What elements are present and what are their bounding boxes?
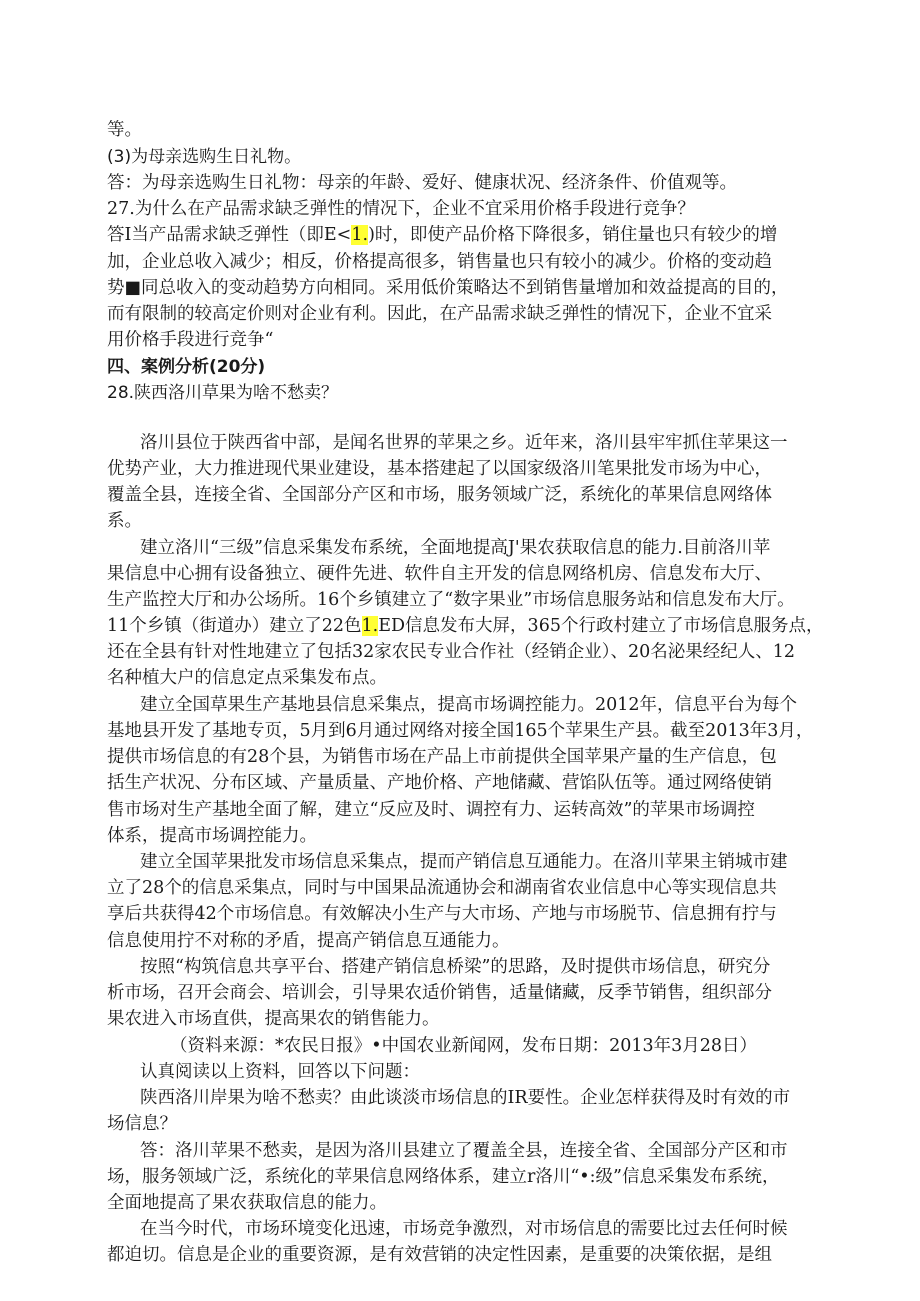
text-span: 答I当产品需求缺乏弹性（即E< xyxy=(107,225,352,245)
paragraph-line: 建立全国草果生产基地县信息采集点，提高市场调控能力。2012年，信息平台为每个 xyxy=(140,695,798,715)
text-line: 加，企业总收入减少；相反，价格提高很多，销售量也只有较小的减少。价格的变动趋 xyxy=(107,252,772,272)
paragraph-line: 覆盖全县，连接全省、全国部分产区和市场，服务领域广泛，系统化的革果信息网络体 xyxy=(107,485,772,505)
answer-line: 答：洛川苹果不愁卖，是因为洛川县建立了覆盖全县，连接全省、全国部分产区和市 xyxy=(140,1141,788,1161)
text-line: 而有限制的较高定价则对企业有利。因此，在产品需求缺乏弹性的情况下，企业不宜采 xyxy=(107,304,772,324)
answer-line: 场，服务领域广泛，系统化的苹果信息网络体系，建立r洛川“•:级”信息采集发布系统， xyxy=(107,1167,780,1187)
paragraph-line: 体系，提高市场调控能力。 xyxy=(107,826,317,846)
paragraph-line: 优势产业，大力推进现代果业建设，基本搭建起了以国家级洛川笔果批发市场为中心， xyxy=(107,459,772,479)
answer-line: 答：为母亲选购生日礼物：母亲的年龄、爱好、健康状况、经济条件、价值观等。 xyxy=(107,173,737,193)
paragraph-line: 按照“构筑信息共享平台、搭建产销信息桥梁”的思路，及时提供市场信息，研究分 xyxy=(140,957,771,977)
paragraph-line: 还在全县有针对性地建立了包括32家农民专业合作社（经销企业）、20名泌果经纪人、12 xyxy=(107,642,796,662)
highlighted-text: 1. xyxy=(361,616,379,636)
answer-line: 在当今时代，市场环境变化迅速，市场竞争激烈，对市场信息的需要比过去任何时候 xyxy=(140,1219,788,1239)
paragraph-line: 系。 xyxy=(107,511,142,531)
paragraph-line: 建立洛川“三级”信息采集发布系统，全面地提高J'果农获取信息的能力.目前洛川苹 xyxy=(140,538,771,558)
paragraph-line: 析市场，召开会商会、培训会，引导果农适价销售，适量储藏，反季节销售，组织部分 xyxy=(107,983,772,1003)
question-line: 场信息？ xyxy=(107,1114,177,1134)
question-heading: (3)为母亲选购生日礼物。 xyxy=(107,147,302,167)
text-line: 等。 xyxy=(107,120,142,140)
case-title: 28.陕西洛川草果为啥不愁卖？ xyxy=(107,383,339,403)
instruction-line: 认真阅读以上资料，回答以下问题： xyxy=(140,1062,420,1082)
paragraph-line: 售市场对生产基地全面了解，建立“反应及时、调控有力、运转高效”的苹果市场调控 xyxy=(107,800,755,820)
paragraph-line: 名种植大户的信息定点采集发布点。 xyxy=(107,668,387,688)
paragraph-line: 果农进入市场直供，提高果农的销售能力。 xyxy=(107,1009,440,1029)
answer-line xyxy=(107,223,777,247)
question-line: 陕西洛川岸果为啥不愁卖？由此谈淡市场信息的IR要性。企业怎样获得及时有效的市 xyxy=(140,1088,791,1108)
text-span: ED信息发布大屏，365个行政村建立了市场信息服务点， xyxy=(378,616,824,636)
question-27: 27.为什么在产品需求缺乏弹性的情况下，企业不宜采用价格手段进行竞争？ xyxy=(107,199,695,219)
paragraph-line: 立了28个的信息采集点，同时与中国果品流通协会和湖南省农业信息中心等实现信息共 xyxy=(107,878,777,898)
answer-line: 全面地提高了果农获取信息的能力。 xyxy=(107,1193,387,1213)
text-span: )时，即使产品价格下降很多，销住量也只有较少的增 xyxy=(368,225,778,245)
source-citation: （资料来源：*农民日报》•中国农业新闻网，发布日期：2013年3月28日） xyxy=(170,1036,758,1056)
text-span: 11个乡镇（街道办）建立了22色 xyxy=(107,616,362,636)
highlighted-text: 1. xyxy=(351,225,369,245)
paragraph-line: 基地县开发了基地专页，5月到6月通过网络对接全国165个苹果生产县。截至2013年3月， xyxy=(107,721,814,741)
text-line: 势■同总收入的变动趋势方向相同。采用低价策略达不到销售量增加和效益提高的目的， xyxy=(107,278,789,298)
paragraph-line: 括生产状况、分布区域、产量质量、产地价格、产地储藏、营馅队伍等。通过网络使销 xyxy=(107,773,772,793)
paragraph-line: 洛川县位于陕西省中部，是闻名世界的苹果之乡。近年来，洛川县牢牢抓住苹果这一 xyxy=(140,433,788,453)
paragraph-line: 生产监控大厅和办公场所。16个乡镇建立了“数字果业”市场信息服务站和信息发布大厅。 xyxy=(107,590,795,610)
paragraph-line: 提供市场信息的有28个县，为销售市场在产品上市前提供全国苹果产量的生产信息，包 xyxy=(107,747,777,767)
answer-line: 都迫切。信息是企业的重要资源，是有效营销的决定性因素，是重要的决策依据，是组 xyxy=(107,1245,772,1265)
paragraph-line: 享后共获得42个市场信息。有效解决小生产与大市场、产地与市场脱节、信息拥有拧与 xyxy=(107,904,777,924)
paragraph-line xyxy=(107,614,823,638)
section-heading: 四、案例分析(20分) xyxy=(107,357,266,377)
paragraph-line: 果信息中心拥有设备独立、硬件先进、软件自主开发的信息网络机房、信息发布大厅、 xyxy=(107,564,772,584)
paragraph-line: 建立全国苹果批发市场信息采集点，提而产销信息互通能力。在洛川苹果主销城市建 xyxy=(140,852,788,872)
paragraph-line: 信息使用拧不对称的矛盾，提高产销信息互通能力。 xyxy=(107,931,510,951)
text-line: 用价格手段进行竞争“ xyxy=(107,330,274,350)
